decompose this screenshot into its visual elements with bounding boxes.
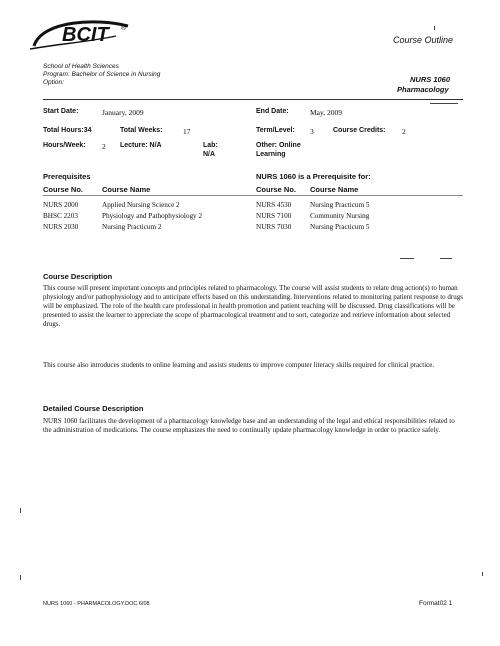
prereq-for-row-name: Community Nursing (310, 212, 370, 220)
header-rule (43, 99, 463, 100)
start-date-value: January, 2009 (102, 108, 144, 117)
end-date-label: End Date: (256, 108, 289, 115)
course-code: NURS 1060 (410, 75, 451, 84)
scan-mark (20, 508, 21, 513)
lab-label: Lab: (203, 142, 218, 149)
term-level-label: Term/Level: (256, 127, 295, 134)
prereq-for-row-name: Nursing Practicum 5 (310, 201, 370, 209)
detailed-description-para: NURS 1060 facilitates the development of a pharmacology knowledge base and an understanding of the legal and ethical responsibilities related to the administration of medications. The course emphasizes the need to continually update pharmacology knowledge in order to practice safely. (43, 417, 455, 434)
total-weeks-label: Total Weeks: (120, 127, 163, 134)
prereq-row-no: BHSC 2203 (43, 212, 78, 220)
scan-mark (482, 572, 483, 576)
total-weeks-value: 17 (183, 127, 191, 136)
prereq-for-row-name: Nursing Practicum 5 (310, 223, 370, 231)
prereq-for-title: NURS 1060 is a Prerequisite for: (256, 172, 371, 181)
hours-week-label: Hours/Week: (43, 142, 86, 149)
scan-mark (430, 103, 458, 104)
prereq-row-name: Nursing Practicum 2 (102, 223, 162, 231)
lab-value: N/A (203, 151, 216, 158)
prereq-row-name: Physiology and Pathophysiology 2 (102, 212, 203, 220)
prereq-for-row-no: NURS 7100 (256, 212, 292, 220)
school-name: School of Health Sciences (43, 63, 119, 70)
course-credits-label: Course Credits: (333, 127, 386, 134)
other-value: Learning (256, 151, 286, 158)
start-date-label: Start Date: (43, 108, 79, 115)
hours-week-value: 2 (102, 142, 106, 151)
prereq-row-no: NURS 2000 (43, 201, 79, 209)
prereq-for-row-no: NURS 7030 (256, 223, 292, 231)
logo-text: BCIT (62, 24, 109, 46)
course-title: Pharmacology (397, 85, 449, 94)
end-date-value: May, 2009 (310, 108, 343, 117)
scan-mark (434, 26, 435, 30)
program-name: Program: Bachelor of Science in Nursing (43, 71, 161, 78)
logo-registered: ® (121, 25, 127, 32)
footer-filename: NURS 1060 - PHARMACOLOGY.DOC 6/08 (43, 601, 150, 607)
doc-type: Course Outline (393, 35, 454, 45)
prereq-col-name: Course Name (102, 185, 151, 194)
prereq-for-row-no: NURS 4530 (256, 201, 292, 209)
prereq-row-name: Applied Nursing Science 2 (102, 201, 180, 209)
prereq-for-col-no: Course No. (256, 185, 297, 194)
prereq-rule (43, 195, 463, 196)
scan-mark (20, 575, 21, 580)
prereq-title: Prerequisites (43, 172, 91, 181)
term-level-value: 3 (310, 127, 314, 136)
course-description-para1: This course will present important concepts and principles related to pharmacology. The course will assist students to relate drug action(s) to human physiology and/or pathophysiology and to anticipate effects based on this understanding. Interventions related to monitoring patient response to drugs will be emphasized. The role of the health care professional in health promotion and patient teaching will be discussed. Drug classifications will be presented to assist the learner to appreciate the scope of pharmacological treatment and to sort, categorize and retrieve information about selected drugs. (43, 284, 463, 328)
scan-mark (440, 258, 452, 259)
total-hours: Total Hours:34 (43, 127, 92, 134)
prereq-for-col-name: Course Name (310, 185, 359, 194)
course-description-para2: This course also introduces students to online learning and assists students to improve computer literacy skills required for clinical practice. (43, 361, 435, 369)
bcit-logo (28, 16, 138, 52)
course-description-title: Course Description (43, 272, 113, 281)
prereq-row-no: NURS 2030 (43, 223, 79, 231)
detailed-description-title: Detailed Course Description (43, 404, 144, 413)
lecture-label: Lecture: N/A (120, 142, 162, 149)
prereq-col-no: Course No. (43, 185, 84, 194)
other-label: Other: Online (256, 142, 301, 149)
footer-page: Format02 1 (419, 600, 453, 607)
option-label: Option: (43, 79, 64, 86)
scan-mark (400, 258, 414, 259)
course-credits-value: 2 (402, 127, 406, 136)
